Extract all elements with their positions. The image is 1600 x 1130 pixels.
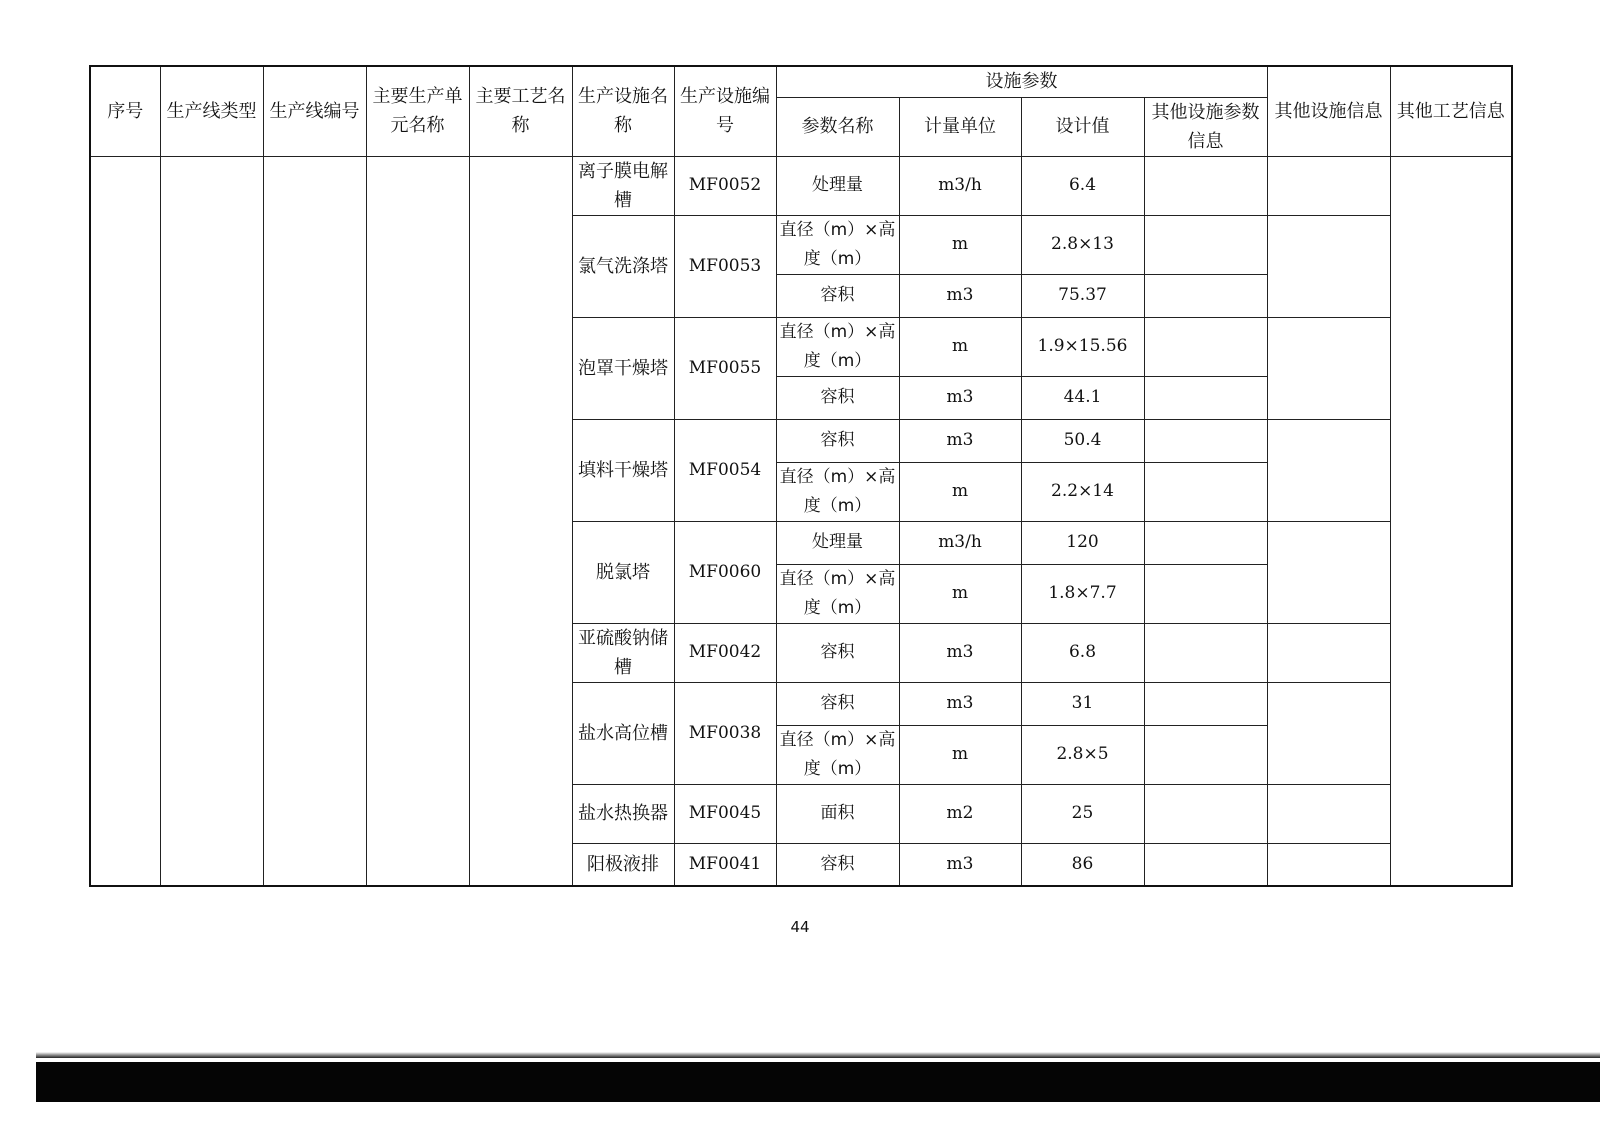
param-name: 容积 [776,376,899,419]
other-facility-cell [1267,317,1390,419]
facility-name: 盐水高位槽 [572,682,674,784]
param-name: 处理量 [776,521,899,564]
other-facility-cell [1267,215,1390,317]
header-facility-name: 生产设施名称 [572,66,674,156]
header-facility-code: 生产设施编号 [674,66,776,156]
facility-code: MF0054 [674,419,776,521]
param-name: 直径（m）×高度（m） [776,462,899,521]
param-name: 直径（m）×高度（m） [776,317,899,376]
facility-name: 脱氯塔 [572,521,674,623]
facility-code: MF0038 [674,682,776,784]
param-name: 面积 [776,784,899,843]
param-unit: m [899,564,1021,623]
header-process-name: 主要工艺名称 [469,66,572,156]
param-unit: m3 [899,274,1021,317]
param-unit: m3/h [899,156,1021,215]
other-params-cell [1144,521,1267,564]
unit-name-cell [366,156,469,886]
param-unit: m [899,317,1021,376]
other-facility-cell [1267,682,1390,784]
other-params-cell [1144,682,1267,725]
page-number: 44 [790,918,810,936]
line-type-cell [160,156,263,886]
scan-artifact-band [36,1062,1600,1102]
seq-cell [90,156,160,886]
header-other-process: 其他工艺信息 [1390,66,1512,156]
header-other-params: 其他设施参数信息 [1144,97,1267,156]
header-line-code: 生产线编号 [263,66,366,156]
facility-code: MF0060 [674,521,776,623]
other-params-cell [1144,156,1267,215]
facility-code: MF0042 [674,623,776,682]
other-facility-cell [1267,419,1390,521]
facility-code: MF0041 [674,843,776,886]
param-unit: m3 [899,843,1021,886]
param-value: 75.37 [1021,274,1144,317]
param-value: 2.8×13 [1021,215,1144,274]
param-name: 直径（m）×高度（m） [776,725,899,784]
param-unit: m3 [899,682,1021,725]
param-value: 6.8 [1021,623,1144,682]
param-name: 容积 [776,623,899,682]
other-facility-cell [1267,843,1390,886]
param-value: 6.4 [1021,156,1144,215]
other-params-cell [1144,843,1267,886]
param-value: 1.9×15.56 [1021,317,1144,376]
other-params-cell [1144,784,1267,843]
param-value: 120 [1021,521,1144,564]
param-name: 容积 [776,419,899,462]
param-unit: m [899,725,1021,784]
header-seq: 序号 [90,66,160,156]
other-facility-cell [1267,623,1390,682]
header-other-facility: 其他设施信息 [1267,66,1390,156]
header-params-group: 设施参数 [776,66,1267,97]
param-unit: m3 [899,623,1021,682]
facility-name: 离子膜电解槽 [572,156,674,215]
other-facility-cell [1267,521,1390,623]
header-unit: 计量单位 [899,97,1021,156]
other-params-cell [1144,376,1267,419]
param-unit: m2 [899,784,1021,843]
other-params-cell [1144,274,1267,317]
facility-code: MF0053 [674,215,776,317]
param-unit: m3 [899,376,1021,419]
other-params-cell [1144,462,1267,521]
other-process-cell [1390,156,1512,886]
param-value: 2.2×14 [1021,462,1144,521]
param-value: 25 [1021,784,1144,843]
header-param-name: 参数名称 [776,97,899,156]
facility-code: MF0045 [674,784,776,843]
other-params-cell [1144,623,1267,682]
facility-name: 盐水热换器 [572,784,674,843]
param-unit: m3 [899,419,1021,462]
line-code-cell [263,156,366,886]
param-unit: m [899,215,1021,274]
facility-name: 泡罩干燥塔 [572,317,674,419]
facility-name: 填料干燥塔 [572,419,674,521]
other-facility-cell [1267,156,1390,215]
other-params-cell [1144,564,1267,623]
facility-code: MF0055 [674,317,776,419]
param-value: 50.4 [1021,419,1144,462]
param-unit: m3/h [899,521,1021,564]
other-params-cell [1144,215,1267,274]
facility-table [89,65,1513,887]
header-unit-name: 主要生产单元名称 [366,66,469,156]
scan-artifact-line [36,1052,1600,1058]
other-facility-cell [1267,784,1390,843]
param-name: 直径（m）×高度（m） [776,564,899,623]
other-params-cell [1144,317,1267,376]
param-name: 容积 [776,682,899,725]
param-value: 1.8×7.7 [1021,564,1144,623]
header-line-type: 生产线类型 [160,66,263,156]
param-name: 直径（m）×高度（m） [776,215,899,274]
facility-name: 阳极液排 [572,843,674,886]
facility-name: 氯气洗涤塔 [572,215,674,317]
param-value: 2.8×5 [1021,725,1144,784]
header-design-value: 设计值 [1021,97,1144,156]
facility-code: MF0052 [674,156,776,215]
other-params-cell [1144,419,1267,462]
param-value: 86 [1021,843,1144,886]
param-value: 31 [1021,682,1144,725]
facility-name: 亚硫酸钠储槽 [572,623,674,682]
param-name: 容积 [776,843,899,886]
param-name: 处理量 [776,156,899,215]
process-name-cell [469,156,572,886]
param-name: 容积 [776,274,899,317]
param-value: 44.1 [1021,376,1144,419]
param-unit: m [899,462,1021,521]
other-params-cell [1144,725,1267,784]
